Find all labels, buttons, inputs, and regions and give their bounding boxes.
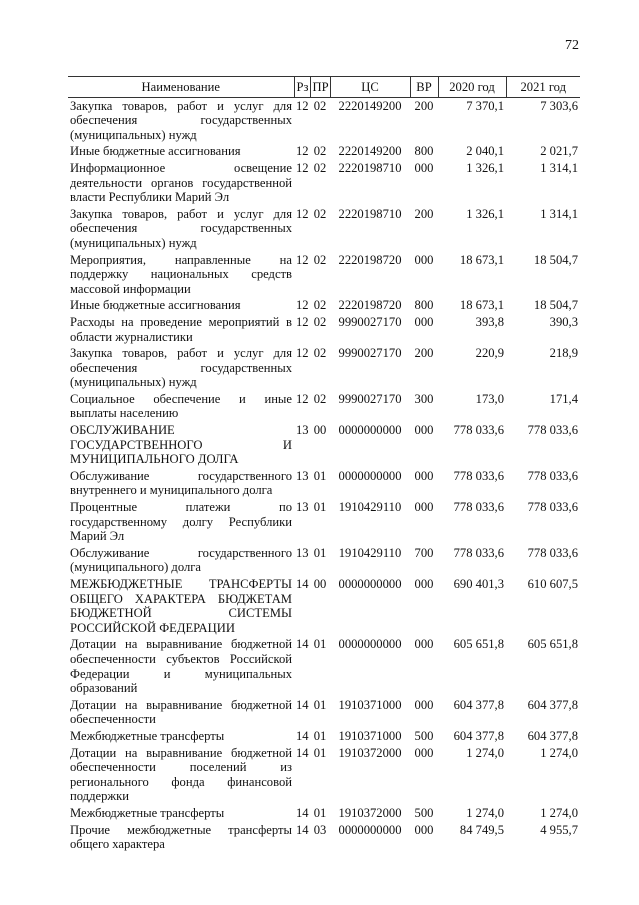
- row-pr: 01: [313, 500, 327, 515]
- row-pr: 00: [313, 577, 327, 591]
- row-vr: 500: [414, 728, 434, 743]
- row-2020: 778 033,6: [453, 423, 504, 438]
- table-header: [68, 77, 580, 98]
- row-name: Расходы на проведение мероприятий в области журналистики: [70, 314, 292, 344]
- row-pr: 01: [313, 697, 327, 712]
- row-cs: 1910372000: [338, 745, 402, 760]
- row-cs: 2220198710: [338, 160, 402, 175]
- row-cs: 2220149200: [338, 98, 402, 113]
- row-vr: 000: [414, 423, 434, 438]
- header-name: Наименование: [68, 77, 294, 98]
- row-cs: 0000000000: [338, 577, 402, 591]
- row-name: Закупка товаров, работ и услуг для обеспечения государственных (муниципальных) нужд: [70, 98, 292, 142]
- table-row: [68, 576, 580, 636]
- row-name: Иные бюджетные ассигнования: [70, 144, 241, 159]
- row-rz: 12: [296, 314, 309, 329]
- row-rz: 14: [296, 697, 309, 712]
- row-name: Процентные платежи по государственному долгу Республики Марий Эл: [70, 500, 292, 544]
- row-cs: 1910429110: [338, 500, 402, 515]
- row-2020: 1 326,1: [466, 206, 504, 221]
- row-pr: 02: [313, 206, 327, 221]
- row-vr: 200: [414, 206, 434, 221]
- row-2020: 7 370,1: [466, 98, 504, 113]
- row-2021: 171,4: [549, 391, 578, 406]
- row-rz: 14: [296, 577, 309, 591]
- row-rz: 12: [296, 252, 309, 267]
- row-2021: 218,9: [549, 346, 578, 361]
- row-pr: 02: [313, 160, 327, 175]
- row-vr: 500: [414, 805, 434, 820]
- header-vr: ВР: [410, 77, 438, 98]
- row-pr: 02: [313, 98, 327, 113]
- row-cs: 2220198720: [338, 298, 402, 313]
- row-2020: 1 326,1: [466, 160, 504, 175]
- row-rz: 13: [296, 545, 309, 560]
- row-pr: 01: [313, 637, 327, 652]
- row-2021: 2 021,7: [540, 144, 578, 159]
- row-vr: 000: [414, 697, 434, 712]
- table-row: [68, 745, 580, 805]
- row-cs: 9990027170: [338, 314, 402, 329]
- row-vr: 700: [414, 545, 434, 560]
- row-rz: 13: [296, 423, 309, 438]
- row-2020: 778 033,6: [453, 545, 504, 560]
- row-name: Информационное освещение деятельности органов государственной власти Республики Марий Эл: [70, 160, 292, 205]
- table-row: [68, 422, 580, 468]
- table-row: [68, 206, 580, 252]
- table-row: [68, 468, 580, 499]
- row-name: Закупка товаров, работ и услуг для обеспечения государственных (муниципальных) нужд: [70, 346, 292, 390]
- row-pr: 02: [313, 346, 327, 361]
- row-vr: 000: [414, 637, 434, 652]
- row-2021: 778 033,6: [527, 545, 578, 560]
- row-2021: 778 033,6: [527, 468, 578, 483]
- row-2020: 220,9: [475, 346, 504, 361]
- table-row: [68, 252, 580, 298]
- row-2020: 778 033,6: [453, 468, 504, 483]
- row-2020: 605 651,8: [453, 637, 504, 652]
- row-name: Прочие межбюджетные трансферты общего характера: [70, 822, 292, 852]
- row-rz: 12: [296, 298, 309, 313]
- table-row: [68, 314, 580, 345]
- row-vr: 800: [414, 298, 434, 313]
- row-name: Социальное обеспечение и иные выплаты населению: [70, 391, 292, 421]
- row-cs: 2220198710: [338, 206, 402, 221]
- row-rz: 14: [296, 728, 309, 743]
- row-2021: 1 314,1: [540, 206, 578, 221]
- row-name: Иные бюджетные ассигнования: [70, 298, 241, 313]
- row-rz: 12: [296, 160, 309, 175]
- row-cs: 0000000000: [338, 423, 402, 438]
- row-pr: 02: [313, 314, 327, 329]
- row-rz: 12: [296, 144, 309, 159]
- header-2020: 2020 год: [438, 77, 506, 98]
- row-rz: 13: [296, 468, 309, 483]
- row-rz: 14: [296, 637, 309, 652]
- row-cs: 2220149200: [338, 144, 402, 159]
- row-rz: 12: [296, 346, 309, 361]
- header-rz: Рз: [294, 77, 310, 98]
- row-vr: 800: [414, 144, 434, 159]
- row-name: Дотации на выравнивание бюджетной обеспеченности поселений из регионального фонда финансовой поддержки: [70, 745, 292, 804]
- row-name: Дотации на выравнивание бюджетной обеспеченности: [70, 697, 292, 727]
- row-vr: 000: [414, 745, 434, 760]
- row-vr: 000: [414, 577, 434, 591]
- row-rz: 14: [296, 745, 309, 760]
- header-2021: 2021 год: [506, 77, 580, 98]
- row-cs: 0000000000: [338, 468, 402, 483]
- row-vr: 000: [414, 468, 434, 483]
- row-pr: 02: [313, 252, 327, 267]
- row-rz: 12: [296, 391, 309, 406]
- row-cs: 2220198720: [338, 252, 402, 267]
- table-row: [68, 143, 580, 160]
- row-vr: 200: [414, 98, 434, 113]
- row-name: МЕЖБЮДЖЕТНЫЕ ТРАНСФЕРТЫ ОБЩЕГО ХАРАКТЕРА БЮДЖЕТАМ БЮДЖЕТНОЙ СИСТЕМЫ РОССИЙСКОЙ ФЕДЕРАЦИИ: [70, 577, 292, 635]
- row-cs: 0000000000: [338, 822, 402, 837]
- row-pr: 02: [313, 144, 327, 159]
- table-row: [68, 345, 580, 391]
- row-2021: 390,3: [549, 314, 578, 329]
- row-rz: 12: [296, 98, 309, 113]
- table-row: [68, 697, 580, 728]
- row-2021: 778 033,6: [527, 500, 578, 515]
- row-2021: 604 377,8: [527, 728, 578, 743]
- row-2020: 1 274,0: [466, 805, 504, 820]
- table-body: [68, 97, 580, 853]
- row-cs: 9990027170: [338, 346, 402, 361]
- row-pr: 01: [313, 745, 327, 760]
- row-name: Обслуживание государственного (муниципального) долга: [70, 545, 292, 575]
- row-2020: 604 377,8: [453, 697, 504, 712]
- row-pr: 00: [313, 423, 327, 438]
- table-row: [68, 728, 580, 745]
- row-2021: 1 314,1: [540, 160, 578, 175]
- row-2020: 2 040,1: [466, 144, 504, 159]
- row-2021: 605 651,8: [527, 637, 578, 652]
- row-pr: 01: [313, 468, 327, 483]
- budget-table: [68, 76, 580, 853]
- row-2021: 604 377,8: [527, 697, 578, 712]
- row-2020: 18 673,1: [459, 298, 504, 313]
- row-name: Дотации на выравнивание бюджетной обеспеченности субъектов Российской Федерации и муниципальных образований: [70, 637, 292, 696]
- row-rz: 14: [296, 805, 309, 820]
- table-row: [68, 160, 580, 206]
- table-row: [68, 822, 580, 853]
- row-name: Обслуживание государственного внутреннего и муниципального долга: [70, 468, 292, 498]
- row-2020: 778 033,6: [453, 500, 504, 515]
- row-vr: 200: [414, 346, 434, 361]
- row-cs: 1910371000: [338, 728, 402, 743]
- row-2021: 18 504,7: [533, 252, 578, 267]
- row-pr: 02: [313, 391, 327, 406]
- row-2021: 7 303,6: [540, 98, 578, 113]
- header-pr: ПР: [310, 77, 330, 98]
- row-cs: 1910429110: [338, 545, 402, 560]
- row-cs: 1910372000: [338, 805, 402, 820]
- row-vr: 000: [414, 314, 434, 329]
- row-vr: 000: [414, 500, 434, 515]
- row-pr: 01: [313, 545, 327, 560]
- row-rz: 13: [296, 500, 309, 515]
- row-pr: 01: [313, 728, 327, 743]
- page-number: 72: [565, 38, 579, 53]
- table-row: [68, 545, 580, 576]
- table-row: [68, 391, 580, 422]
- row-pr: 01: [313, 805, 327, 820]
- header-cs: ЦС: [330, 77, 410, 98]
- row-cs: 9990027170: [338, 391, 402, 406]
- row-vr: 000: [414, 160, 434, 175]
- row-vr: 000: [414, 252, 434, 267]
- row-2021: 4 955,7: [540, 822, 578, 837]
- row-2020: 393,8: [475, 314, 504, 329]
- row-2020: 1 274,0: [466, 745, 504, 760]
- row-name: Межбюджетные трансферты: [70, 728, 225, 743]
- row-name: Закупка товаров, работ и услуг для обеспечения государственных (муниципальных) нужд: [70, 206, 292, 250]
- table-row: [68, 499, 580, 545]
- row-pr: 03: [313, 822, 327, 837]
- row-2020: 604 377,8: [453, 728, 504, 743]
- row-pr: 02: [313, 298, 327, 313]
- row-2021: 778 033,6: [527, 423, 578, 438]
- table-row: [68, 636, 580, 696]
- row-name: Межбюджетные трансферты: [70, 805, 225, 820]
- row-vr: 000: [414, 822, 434, 837]
- row-2021: 18 504,7: [533, 298, 578, 313]
- row-cs: 0000000000: [338, 637, 402, 652]
- table-row: [68, 297, 580, 314]
- row-2021: 1 274,0: [540, 805, 578, 820]
- row-2020: 18 673,1: [459, 252, 504, 267]
- row-vr: 300: [414, 391, 434, 406]
- row-name: Мероприятия, направленные на поддержку национальных средств массовой информации: [70, 252, 292, 296]
- row-rz: 12: [296, 206, 309, 221]
- row-rz: 14: [296, 822, 309, 837]
- row-2020: 84 749,5: [459, 822, 504, 837]
- table-row: [68, 805, 580, 822]
- row-2021: 1 274,0: [540, 745, 578, 760]
- row-2020: 690 401,3: [453, 577, 504, 591]
- row-2020: 173,0: [475, 391, 504, 406]
- row-cs: 1910371000: [338, 697, 402, 712]
- row-2021: 610 607,5: [527, 577, 578, 591]
- row-name: ОБСЛУЖИВАНИЕ ГОСУДАРСТВЕННОГО И МУНИЦИПАЛЬНОГО ДОЛГА: [70, 423, 292, 467]
- table-row: [68, 97, 580, 143]
